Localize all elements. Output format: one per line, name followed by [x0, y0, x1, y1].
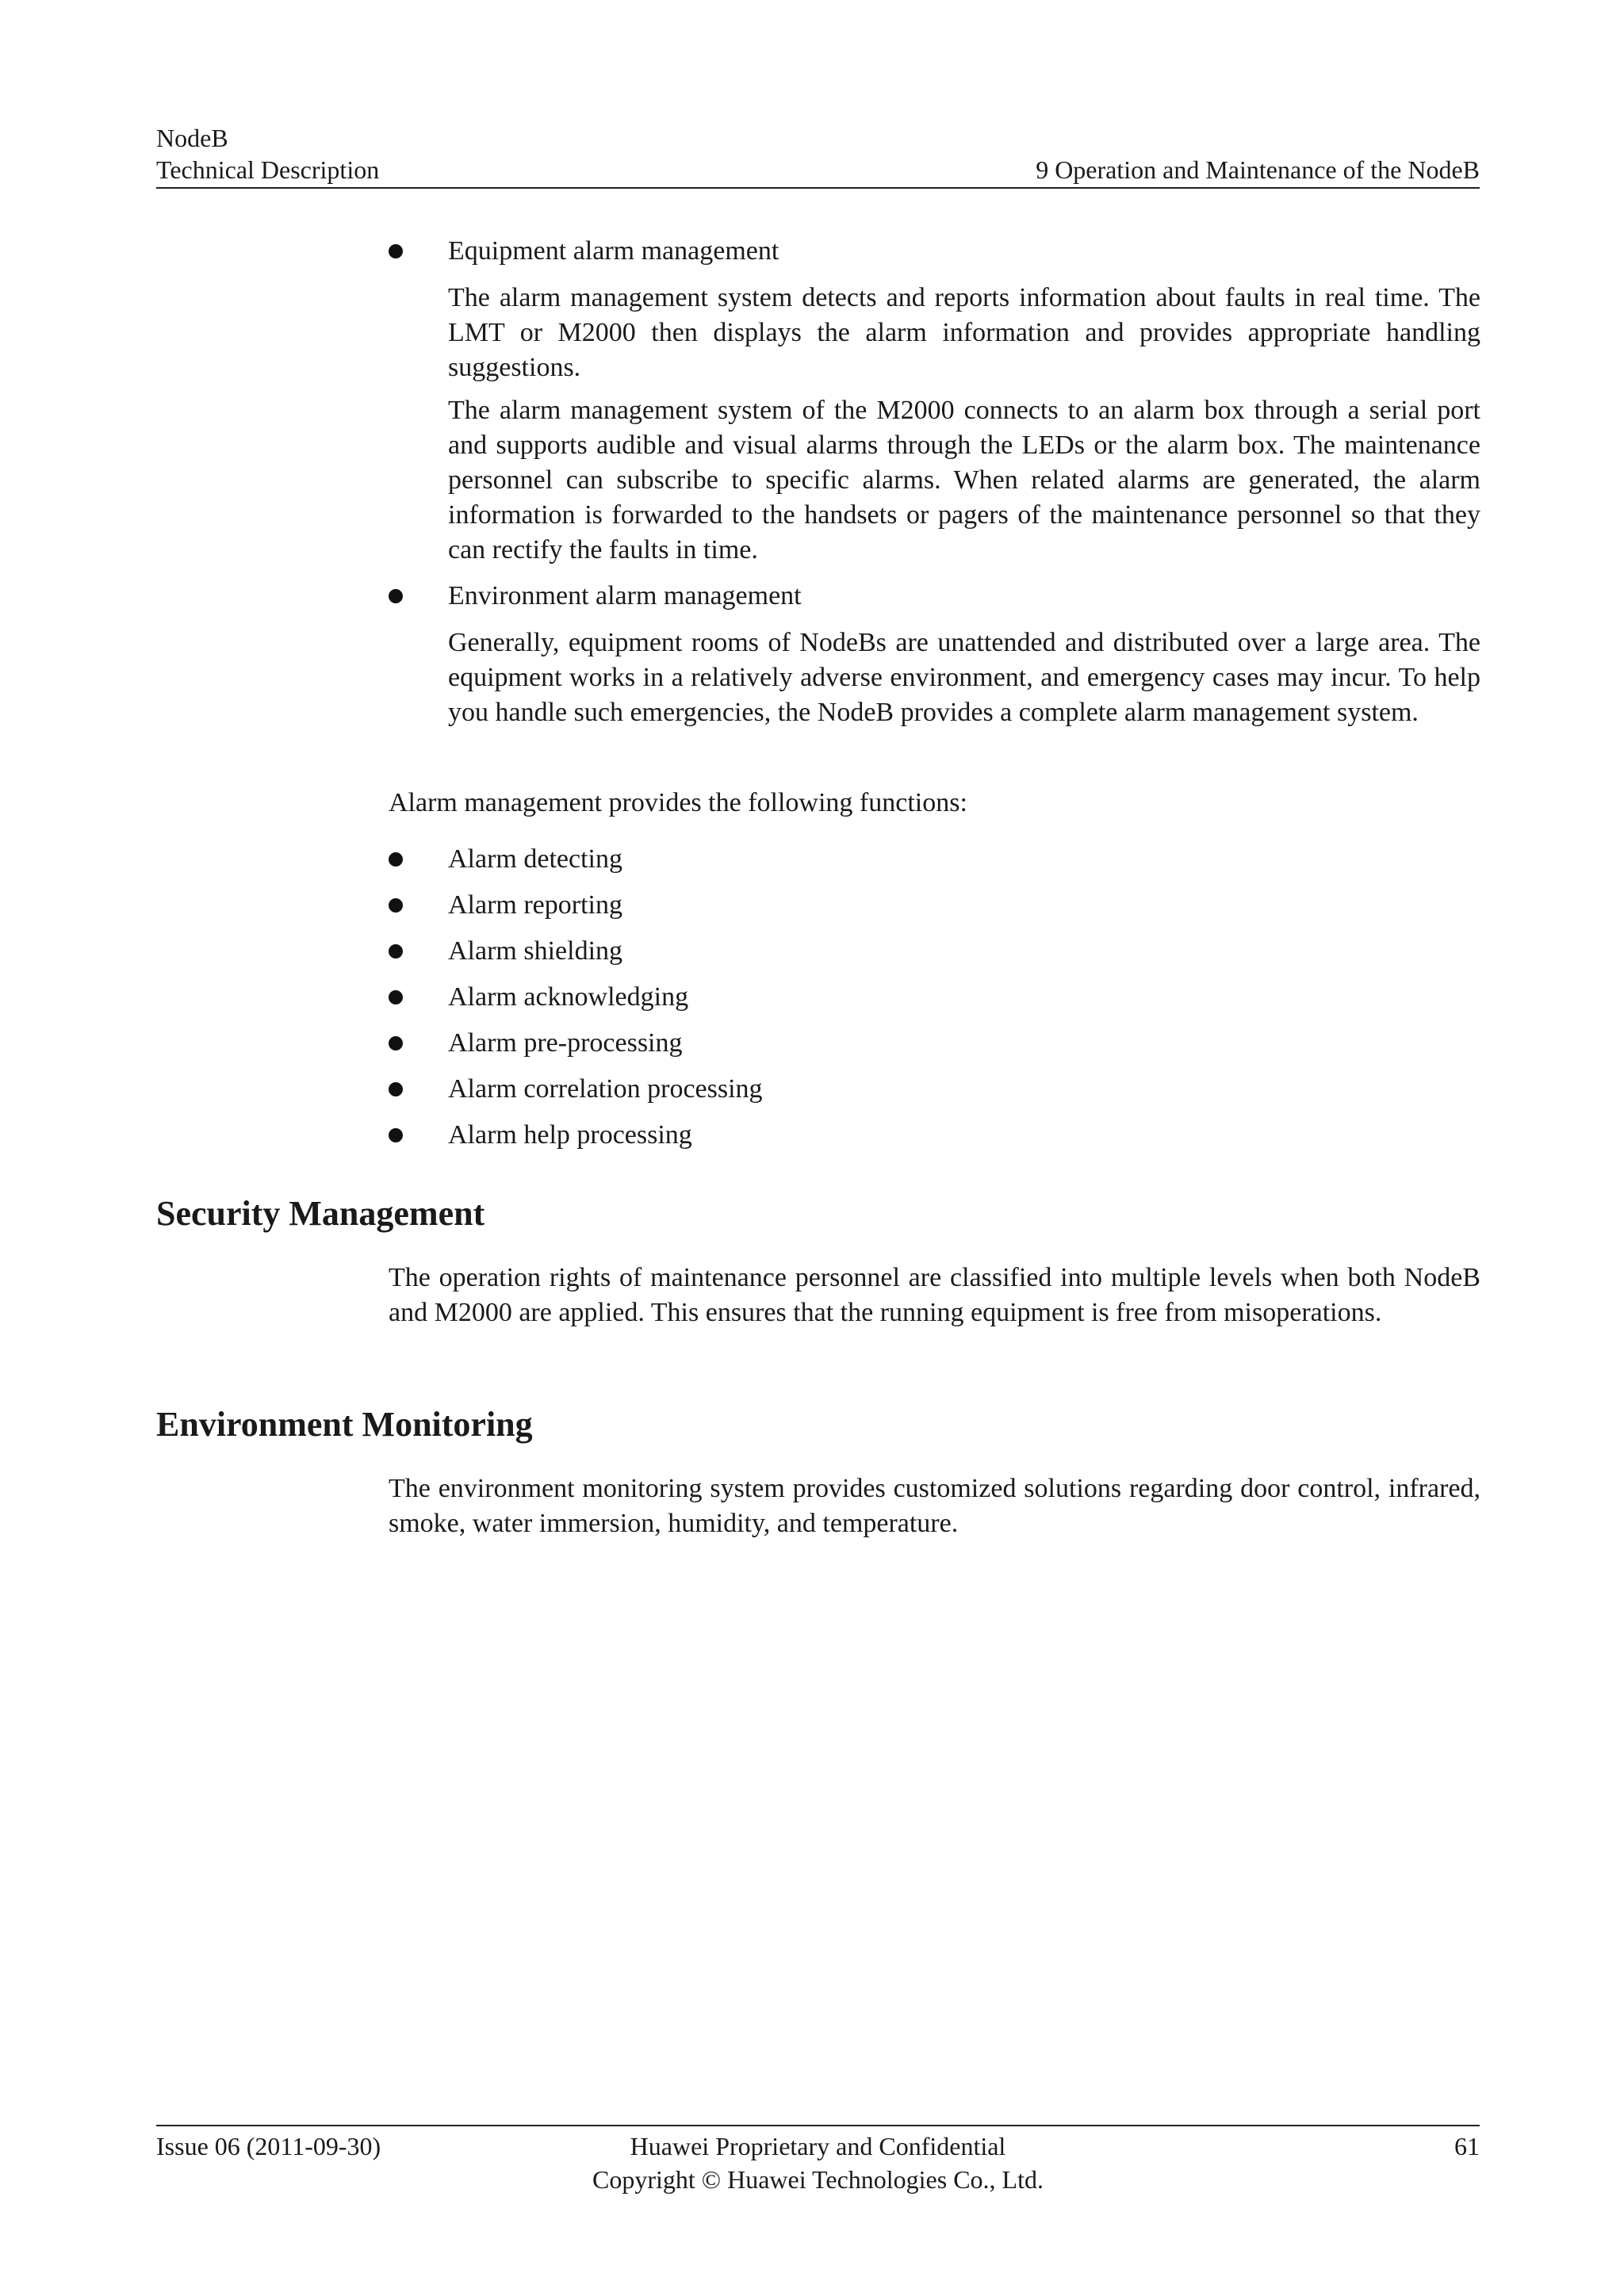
bullet-label: Alarm detecting: [448, 844, 622, 874]
bullet-icon: [389, 1082, 403, 1096]
bullet-label: Alarm pre-processing: [448, 1028, 683, 1058]
bullet-icon: [389, 898, 403, 913]
section-heading-security: Security Management: [156, 1194, 485, 1233]
bullet-icon: [389, 1036, 403, 1050]
bullet-label: Equipment alarm management: [448, 236, 779, 266]
footer-page-number: 61: [1454, 2132, 1480, 2160]
footer-copyright: Copyright © Huawei Technologies Co., Ltd.: [592, 2165, 1044, 2194]
footer-confidential: Huawei Proprietary and Confidential: [630, 2132, 1006, 2160]
functions-intro: Alarm management provides the following functions:: [389, 788, 967, 817]
bullet-icon: [389, 244, 403, 258]
paragraph: Generally, equipment rooms of NodeBs are unattended and distributed over a large area. The equipment works in a relatively adverse environment, and emergency cases may incur. To help you handle such emergencies, the NodeB provides a complete alarm management system.: [448, 628, 1480, 727]
section-heading-environment: Environment Monitoring: [156, 1405, 533, 1444]
bullet-label: Alarm help processing: [448, 1120, 692, 1150]
bullet-label: Alarm reporting: [448, 890, 622, 920]
bullet-label: Environment alarm management: [448, 581, 802, 610]
header-doc-title: Technical Description: [156, 155, 380, 184]
paragraph: The alarm management system detects and reports information about faults in real time. The LMT or M2000 then displays the alarm information and provides appropriate handling suggestions.: [448, 283, 1480, 382]
bullet-label: Alarm acknowledging: [448, 982, 689, 1012]
bullet-icon: [389, 1128, 403, 1142]
paragraph: The alarm management system of the M2000 connects to an alarm box through a serial port and supports audible and visual alarms through the LEDs or the alarm box. The maintenance personnel can subscribe to specific alarms. When related alarms are generated, the alarm information is forwarded to the handsets or pagers of the maintenance personnel so that they can rectify the faults in time.: [448, 396, 1480, 564]
bullet-icon: [389, 852, 403, 867]
bullet-icon: [389, 944, 403, 959]
bullet-icon: [389, 990, 403, 1004]
bullet-icon: [389, 589, 403, 603]
header-chapter: 9 Operation and Maintenance of the NodeB: [1036, 155, 1480, 184]
header-product: NodeB: [156, 124, 228, 152]
footer-issue: Issue 06 (2011-09-30): [156, 2132, 381, 2160]
page-footer: [156, 2125, 1480, 2194]
bullet-label: Alarm correlation processing: [448, 1074, 763, 1104]
page-header: [156, 119, 1480, 189]
paragraph: The operation rights of maintenance personnel are classified into multiple levels when both NodeB and M2000 are applied. This ensures that the running equipment is free from misoperations.: [389, 1263, 1480, 1327]
bullet-label: Alarm shielding: [448, 936, 623, 966]
paragraph: The environment monitoring system provides customized solutions regarding door control, infrared, smoke, water immersion, humidity, and temperature.: [389, 1474, 1480, 1538]
